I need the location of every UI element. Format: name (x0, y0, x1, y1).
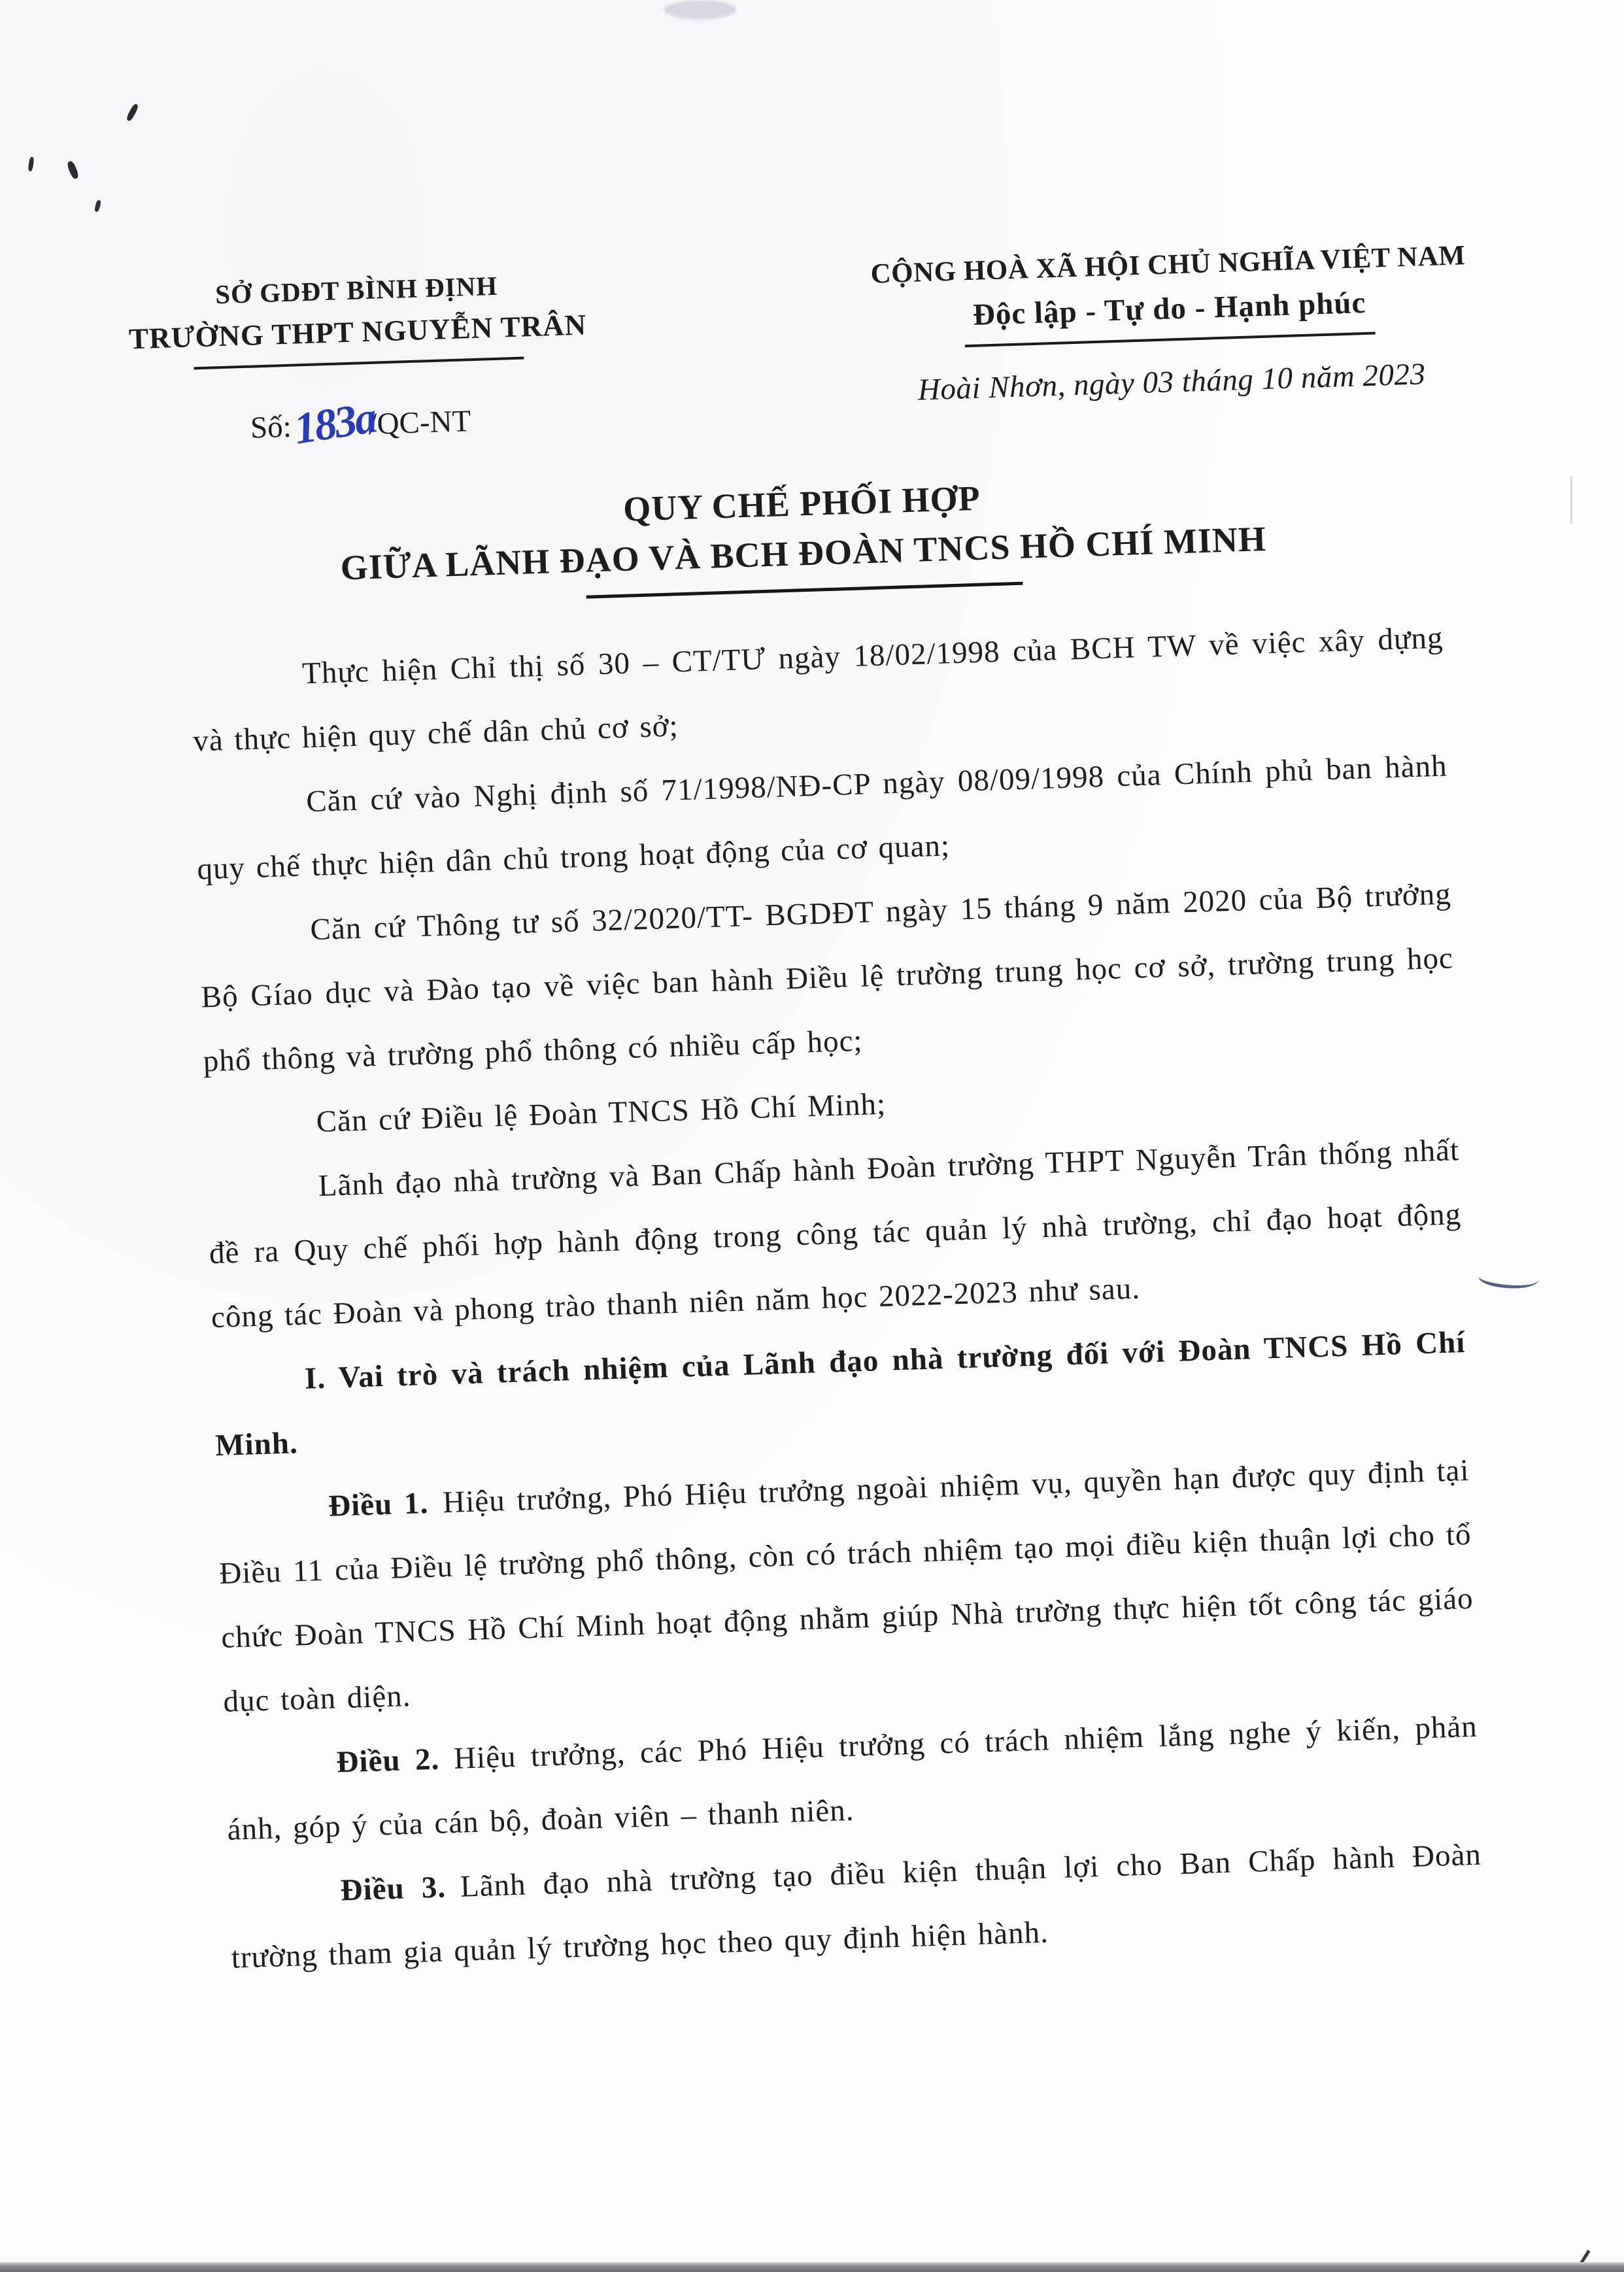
scan-bottom-edge (0, 2262, 1624, 2272)
article-1-text: Hiệu trưởng, Phó Hiệu trưởng ngoài nhiệm vụ, quyền hạn được quy định tại Điều 11 của Điều lệ trường phổ thông, còn có trách nhiệm tạo mọi điều kiện thuận lợi cho tổ chức Đoàn TNCS Hồ Chí Minh hoạt động nhằm giúp Nhà trường thực hiện tốt công tác giáo dục toàn diện. (218, 1453, 1474, 1719)
scan-streak (1570, 476, 1572, 524)
article-3-text: Lãnh đạo nhà trường tạo điều kiện thuận lợi cho Ban Chấp hành Đoàn trường tham gia quản lý trường học theo quy định hiện hành. (231, 1837, 1482, 1975)
article-2-label: Điều 2. (335, 1742, 440, 1780)
place-and-date: Hoài Nhơn, ngày 03 tháng 10 năm 2023 (917, 357, 1427, 407)
paragraph-text: Lãnh đạo nhà trường và Ban Chấp hành Đoàn trường THPT Nguyễn Trân thống nhất đề ra Quy chế phối hợp hành động trong công tác quản lý nhà trường, chỉ đạo hoạt động công tác Đoàn và phong trào thanh niên năm học 2022-2023 như sau. (209, 1133, 1462, 1335)
handwritten-number: 183a (290, 392, 379, 454)
article-2-text: Hiệu trưởng, các Phó Hiệu trưởng có trách nhiệm lắng nghe ý kiến, phản ánh, góp ý của cán bộ, đoàn viên – thanh niên. (226, 1709, 1478, 1847)
article-1-label: Điều 1. (328, 1485, 430, 1523)
left-underline (194, 356, 524, 369)
paragraph-preamble-3 (198, 862, 1456, 1093)
paragraph-text: Căn cứ vào Nghị định số 71/1998/NĐ-CP ngày 08/09/1998 của Chính phủ ban hành quy chế thực hiện dân chủ trong hoạt động của cơ quan; (196, 749, 1448, 887)
article-1 (216, 1438, 1476, 1734)
scan-smudge (664, 0, 736, 20)
right-underline (965, 332, 1376, 348)
section-heading-text: I. Vai trò và trách nhiệm của Lãnh đạo nhà trường đối với Đoàn TNCS Hồ Chí Minh. (214, 1325, 1466, 1463)
school-name: TRƯỜNG THPT NGUYỄN TRÂN (128, 308, 587, 356)
paragraph-text: Căn cứ Điều lệ Đoàn TNCS Hồ Chí Minh; (315, 1087, 887, 1140)
paragraph-text: Thực hiện Chỉ thị số 30 – CT/TƯ ngày 18/02/1998 của BCH TW về việc xây dựng và thực hiện quy chế dân chủ cơ sở; (192, 620, 1444, 758)
article-3-label: Điều 3. (339, 1870, 447, 1908)
title-line-1: QUY CHẾ PHỐI HỢP (622, 478, 981, 529)
issuing-agency-block (0, 263, 732, 379)
document-number-prefix: Số: (250, 409, 292, 445)
parent-agency-name: SỞ GDĐT BÌNH ĐỊNH (214, 270, 498, 310)
document-number (0, 382, 735, 457)
national-motto: Độc lập - Tự do - Hạnh phúc (972, 286, 1367, 332)
document-body (0, 600, 1624, 1996)
title-underline (586, 582, 1023, 599)
document-title (0, 453, 1616, 617)
title-line-2: GIỮA LÃNH ĐẠO VÀ BCH ĐOÀN TNCS HỒ CHÍ MINH (339, 518, 1267, 588)
document-header (0, 235, 1609, 378)
national-title: CỘNG HOÀ XÃ HỘI CHỦ NGHĨA VIỆT NAM (870, 240, 1466, 290)
national-motto-block (729, 235, 1608, 354)
paragraph-text: Căn cứ Thông tư số 32/2020/TT- BGDĐT ngày 15 tháng 9 năm 2020 của Bộ trưởng Bộ Gíao dục và Đào tạo về việc ban hành Điều lệ trường trung học cơ sở, trường trung học phổ thông và trường phổ thông có nhiều cấp học; (200, 877, 1454, 1079)
document-number-suffix: /QC-NT (367, 404, 471, 441)
paragraph-preamble-5 (206, 1118, 1464, 1349)
